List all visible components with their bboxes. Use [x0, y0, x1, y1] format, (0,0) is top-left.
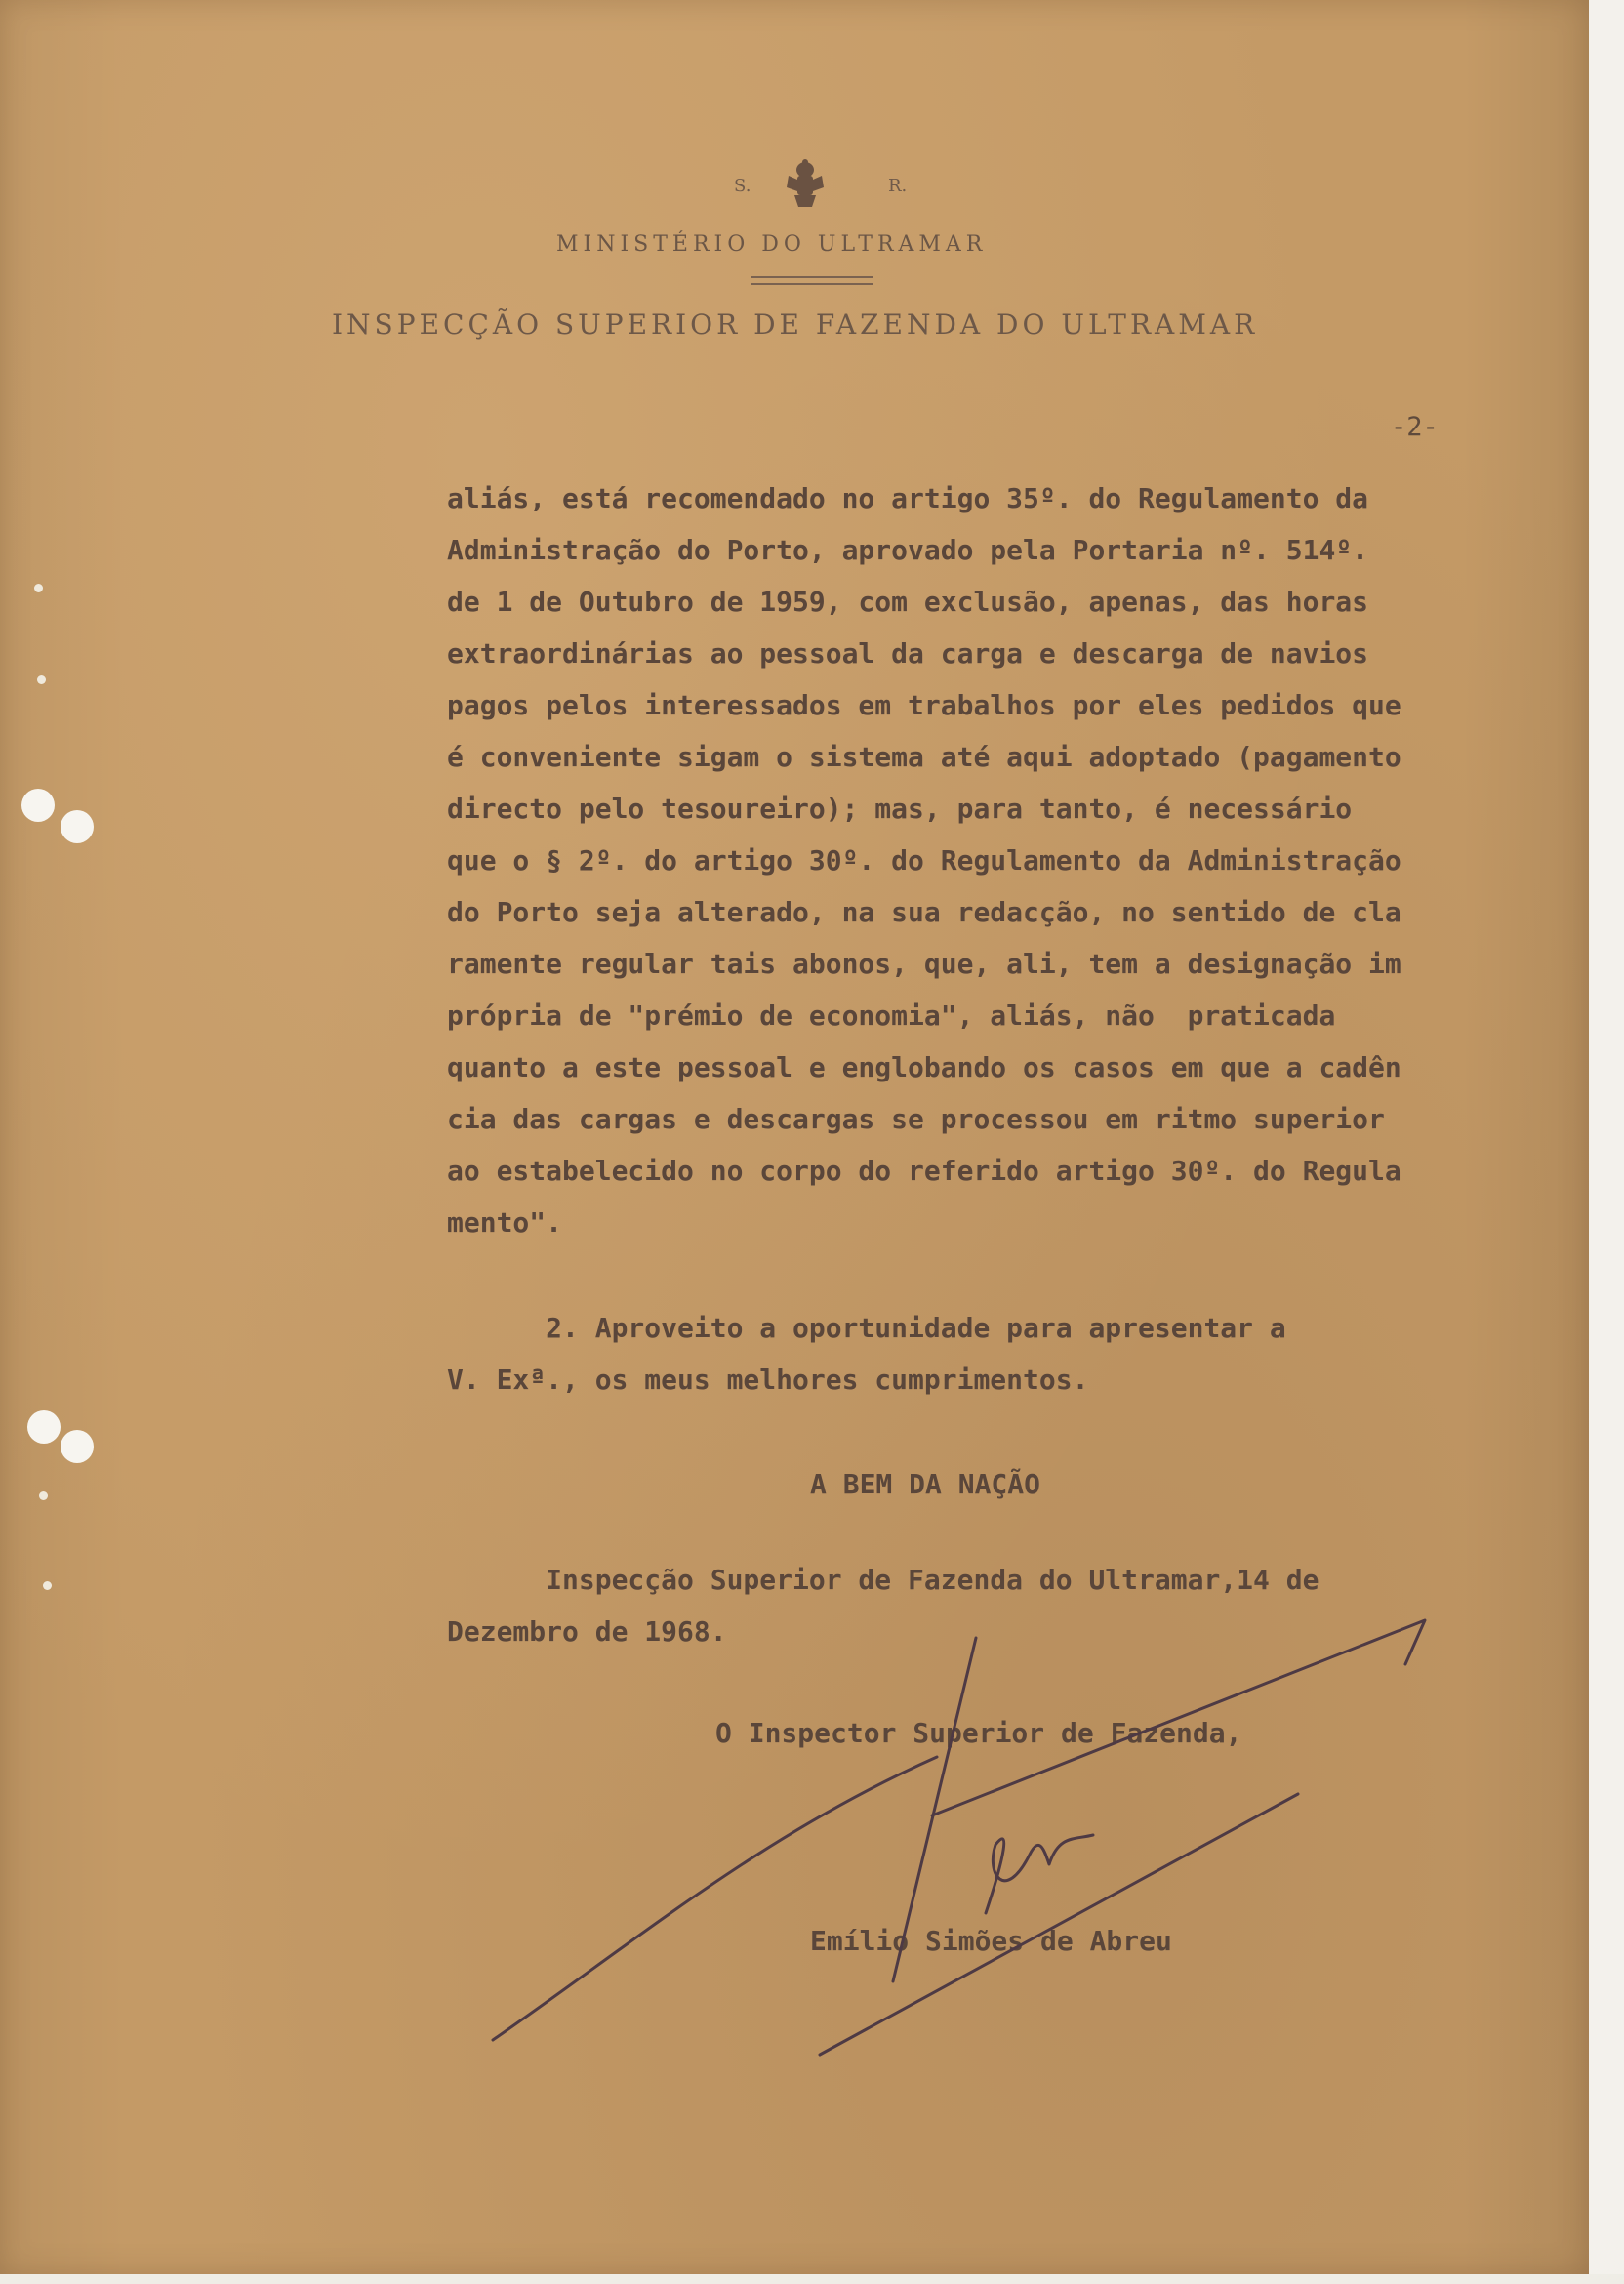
body-line: é conveniente sigam o sistema até aqui adoptado (pagamento [447, 741, 1401, 773]
pin-hole [37, 675, 46, 684]
body-line: que o § 2º. do artigo 30º. do Regulamento da Administração [447, 844, 1401, 877]
body-line: própria de "prémio de economia", aliás, não praticada [447, 999, 1336, 1032]
page-number: -2- [1391, 412, 1439, 442]
body-line: extraordinárias ao pessoal da carga e descarga de navios [447, 637, 1369, 670]
punch-hole [27, 1410, 61, 1444]
body-line: de 1 de Outubro de 1959, com exclusão, apenas, das horas [447, 586, 1369, 618]
signatory-name: Emílio Simões de Abreu [810, 1925, 1172, 1957]
closing-line: 2. Aproveito a oportunidade para apresentar a [447, 1312, 1286, 1344]
pin-hole [43, 1581, 52, 1590]
closing-line: V. Exª., os meus melhores cumprimentos. [447, 1364, 1089, 1396]
body-line: pagos pelos interessados em trabalhos por eles pedidos que [447, 689, 1401, 721]
body-line: quanto a este pessoal e englobando os casos em que a cadên [447, 1051, 1401, 1083]
body-line: cia das cargas e descargas se processou em ritmo superior [447, 1103, 1385, 1135]
body-line: Administração do Porto, aprovado pela Portaria nº. 514º. [447, 534, 1369, 566]
body-line: do Porto seja alterado, na sua redacção, no sentido de cla [447, 896, 1401, 928]
punch-hole [21, 789, 55, 822]
punch-hole [61, 1430, 94, 1463]
body-line: mento". [447, 1206, 563, 1239]
letterhead-s-mark: S. [734, 176, 751, 196]
punch-hole [61, 810, 94, 843]
coat-of-arms-icon [781, 158, 830, 209]
letterhead-r-mark: R. [888, 176, 908, 196]
ministry-heading: MINISTÉRIO DO ULTRAMAR [556, 232, 988, 257]
body-line: ao estabelecido no corpo do referido artigo 30º. do Regula [447, 1155, 1401, 1187]
heading-rule [751, 276, 873, 278]
place-date-line: Inspecção Superior de Fazenda do Ultramar,14 de [447, 1564, 1320, 1596]
body-line: aliás, está recomendado no artigo 35º. do Regulamento da [447, 482, 1369, 514]
motto: A BEM DA NAÇÃO [810, 1468, 1041, 1500]
page-background-bottom [0, 2274, 1624, 2284]
place-date-line: Dezembro de 1968. [447, 1615, 727, 1648]
body-line: ramente regular tais abonos, que, ali, tem a designação im [447, 948, 1401, 980]
heading-rule [751, 283, 873, 285]
page-background [1589, 0, 1624, 2284]
inspection-heading: INSPECÇÃO SUPERIOR DE FAZENDA DO ULTRAMAR [332, 308, 1259, 341]
pin-hole [34, 584, 43, 592]
body-line: directo pelo tesoureiro); mas, para tanto, é necessário [447, 793, 1353, 825]
signatory-title: O Inspector Superior de Fazenda, [715, 1717, 1242, 1749]
pin-hole [39, 1491, 48, 1500]
